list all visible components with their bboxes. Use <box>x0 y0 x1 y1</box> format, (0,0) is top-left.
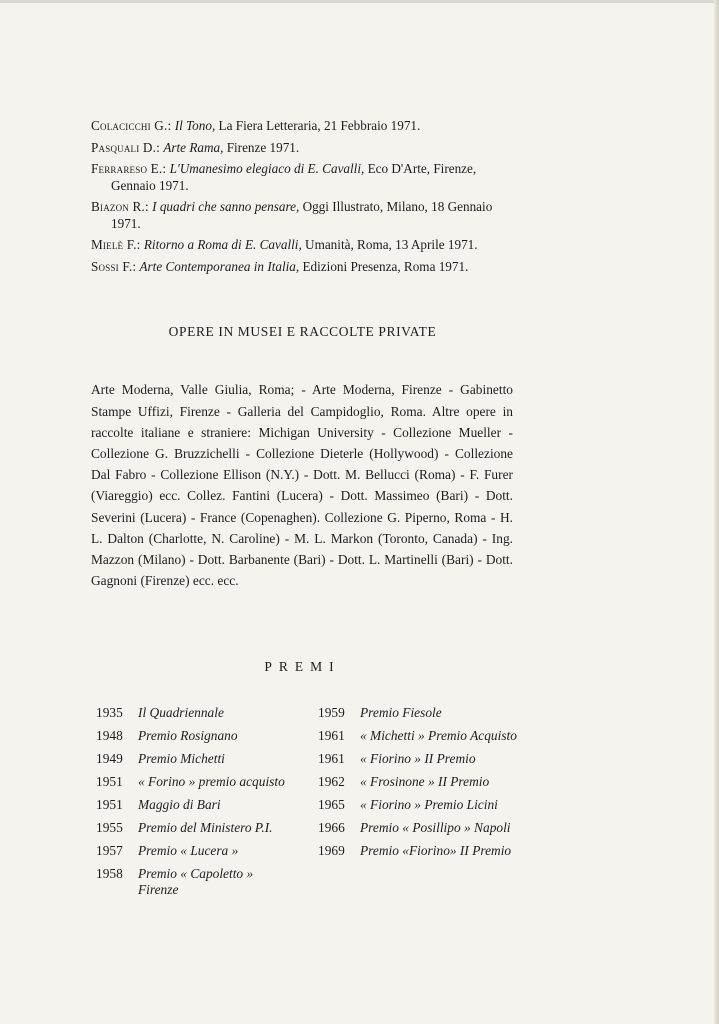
prize-name: Premio « Posillipo » Napoli <box>360 820 511 835</box>
prize-year: 1935 <box>96 705 123 720</box>
bib-details: Eco D'Arte, Firenze, Gennaio 1971. <box>111 161 477 193</box>
prize-row <box>96 797 296 813</box>
prize-year: 1951 <box>96 797 123 812</box>
prize-row <box>96 866 296 898</box>
bib-title: L'Umanesimo elegiaco di E. Cavalli, <box>169 161 365 176</box>
bib-title: Arte Rama, <box>163 139 224 155</box>
prize-name: « Michetti » Premio Acquisto <box>360 728 517 743</box>
bibliography-entry <box>91 140 521 157</box>
bib-author: Pasquali D.: <box>91 139 161 155</box>
prize-year: 1969 <box>318 843 345 858</box>
prize-row <box>96 774 296 790</box>
prize-row <box>96 705 296 721</box>
prize-name: « Fiorino » II Premio <box>360 751 476 766</box>
musei-paragraph: Arte Moderna, Valle Giulia, Roma; - Arte Moderna, Firenze - Gabinetto Stampe Uffizi, Firenze - Galleria del Campidoglio, Roma. Altre opere in raccolte italiane e straniere: Michigan University - Collezione Mueller - Collezione G. Bruzzichelli - Collezione Dieterle (Hollywood) - Collezione Dal Fabro - Collezione Ellison (N.Y.) - Dott. M. Bellucci (Roma) - F. Furer (Viareggio) ecc. Collez. Fantini (Lucera) - Dott. Massimeo (Bari) - Dott. Severini (Lucera) - France (Copenaghen). Collezione G. Piperno, Roma - H. L. Dalton (Charlotte, N. Caroline) - M. L. Markon (Toronto, Canada) - Ing. Mazzon (Milano) - Dott. Barbanente (Bari) - Dott. L. Martinelli (Bari) - Dott. Gagnoni (Firenze) ecc. ecc. <box>91 382 513 589</box>
bib-author: Ferrareso E.: <box>91 161 167 176</box>
prize-row <box>318 820 518 836</box>
musei-heading: OPERE IN MUSEI E RACCOLTE PRIVATE <box>168 324 437 339</box>
bib-title: I quadri che sanno pensare, <box>152 199 300 214</box>
prize-year: 1961 <box>318 728 345 743</box>
prize-row <box>96 751 296 767</box>
prize-name: Premio « Lucera » <box>138 843 239 858</box>
page-edge-top <box>0 0 719 3</box>
prize-row <box>318 797 518 813</box>
premi-list-right <box>318 705 518 866</box>
bib-title: Il Tono, <box>174 118 216 133</box>
prize-name: Premio del Ministero P.I. <box>138 820 273 835</box>
bib-author: Colacicchi G.: <box>91 118 172 133</box>
prize-year: 1961 <box>318 751 345 766</box>
premi-list-left <box>96 705 296 905</box>
prize-name: Premio Rosignano <box>138 728 238 743</box>
prize-row <box>318 705 518 721</box>
prize-year: 1955 <box>96 820 123 835</box>
prize-year: 1948 <box>96 728 123 743</box>
prize-year: 1965 <box>318 797 345 812</box>
prize-row <box>96 728 296 744</box>
bib-title: Ritorno a Roma di E. Cavalli, <box>143 237 302 252</box>
prize-year: 1962 <box>318 774 345 789</box>
bibliography-entry <box>91 161 521 194</box>
bib-title: Arte Contemporanea in Italia, <box>139 258 300 274</box>
bibliography-entry <box>91 199 521 232</box>
bib-details: La Fiera Letteraria, 21 Febbraio 1971. <box>215 118 421 133</box>
prize-name: « Fiorino » Premio Licini <box>360 797 498 812</box>
prize-name: Premio « Capoletto » Firenze <box>138 866 254 897</box>
bib-details: Oggi Illustrato, Milano, 18 Gennaio 1971. <box>111 199 493 231</box>
prize-row <box>318 843 518 859</box>
bibliography-entry <box>91 259 521 276</box>
prize-name: Premio «Fiorino» II Premio <box>360 843 512 858</box>
premi-heading: PREMI <box>264 659 341 674</box>
prize-row <box>96 843 296 859</box>
prize-year: 1958 <box>96 866 123 881</box>
prize-row <box>318 751 518 767</box>
bibliography-entry <box>91 118 521 135</box>
prize-name: Il Quadriennale <box>138 705 224 720</box>
prize-row <box>96 820 296 836</box>
prize-name: « Forino » premio acquisto <box>138 774 285 789</box>
page-edge-right <box>714 0 719 1024</box>
bib-author: Biazon R.: <box>91 199 149 214</box>
bibliography-list <box>91 118 521 280</box>
prize-row <box>318 774 518 790</box>
bib-details: Firenze 1971. <box>223 139 300 155</box>
prize-name: Premio Fiesole <box>360 705 442 720</box>
bib-details: Edizioni Presenza, Roma 1971. <box>299 258 469 274</box>
prize-name: « Frosinone » II Premio <box>360 774 490 789</box>
bib-author: Mielè F.: <box>91 237 141 252</box>
bibliography-entry <box>91 237 521 254</box>
prize-name: Maggio di Bari <box>138 797 221 812</box>
bib-details: Umanità, Roma, 13 Aprile 1971. <box>301 237 478 252</box>
prize-year: 1959 <box>318 705 345 720</box>
prize-year: 1966 <box>318 820 345 835</box>
bib-author: Sossi F.: <box>91 258 137 274</box>
prize-year: 1957 <box>96 843 123 858</box>
prize-year: 1949 <box>96 751 123 766</box>
prize-row <box>318 728 518 744</box>
prize-year: 1951 <box>96 774 123 789</box>
prize-name: Premio Michetti <box>138 751 225 766</box>
